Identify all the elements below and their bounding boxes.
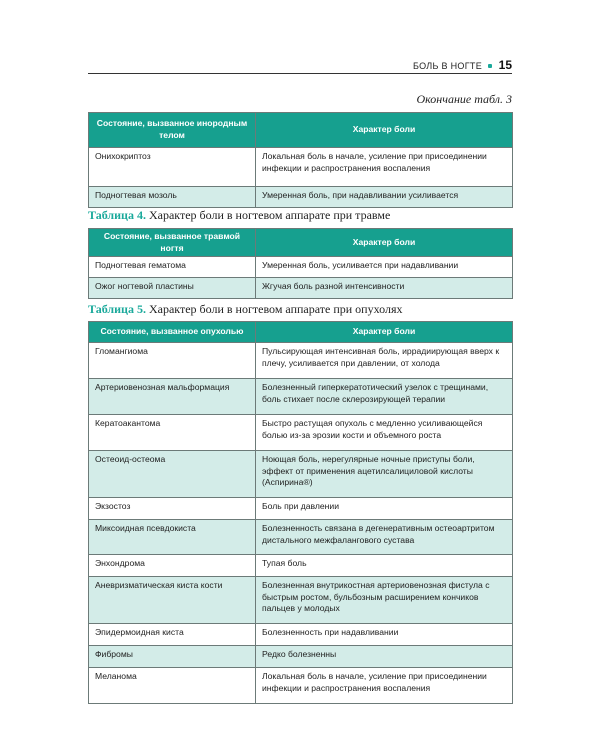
- table-cell-pain: Редко болезненны: [256, 646, 513, 668]
- table-cell-condition: Аневризматическая киста кости: [89, 577, 256, 624]
- table4-caption: [88, 208, 390, 223]
- table-cell-pain: Умеренная боль, при надавливании усиливается: [256, 187, 513, 208]
- accent-square-icon: [488, 64, 492, 68]
- table-cell-pain: Умеренная боль, усиливается при надавливании: [256, 257, 513, 278]
- table-row: [89, 187, 513, 208]
- table-row: [89, 451, 513, 498]
- table-cell-pain: Тупая боль: [256, 555, 513, 577]
- table-cell-condition: Экзостоз: [89, 498, 256, 520]
- table4: [88, 228, 513, 299]
- table5: [88, 321, 513, 704]
- running-head-title: БОЛЬ В НОГТЕ: [413, 61, 482, 71]
- table-cell-condition: Ожог ногтевой пластины: [89, 278, 256, 299]
- table-cell-condition: Остеоид-остеома: [89, 451, 256, 498]
- table-row: [89, 555, 513, 577]
- table-cell-condition: Подногтевая мозоль: [89, 187, 256, 208]
- table5-caption-label: Таблица 5.: [88, 302, 146, 316]
- table-cell-pain: Болезненность при надавливании: [256, 624, 513, 646]
- table5-caption-text: Характер боли в ногтевом аппарате при опухолях: [145, 302, 403, 316]
- table5-header-condition: Состояние, вызванное опухолью: [89, 322, 256, 343]
- table-row: [89, 379, 513, 415]
- table5-header-pain: Характер боли: [256, 322, 513, 343]
- table-row: [89, 646, 513, 668]
- table4-header-condition: Состояние, вызванное травмой ногтя: [89, 229, 256, 257]
- table-cell-pain: Быстро растущая опухоль с медленно усиливающейся болью из-за эрозии кости и объемного роста: [256, 415, 513, 451]
- page-number: 15: [498, 58, 512, 72]
- table-cell-pain: Болезненность связана в дегенеративным остеоартритом дистального межфалангового сустава: [256, 520, 513, 555]
- table-cell-condition: Миксоидная псевдокиста: [89, 520, 256, 555]
- table4-header-row: [89, 229, 513, 257]
- table-cell-pain: Локальная боль в начале, усиление при присоединении инфекции и распространения воспаления: [256, 668, 513, 704]
- table-cell-pain: Жгучая боль разной интенсивности: [256, 278, 513, 299]
- table-cell-condition: Меланома: [89, 668, 256, 704]
- table-row: [89, 278, 513, 299]
- table-cell-pain: Болезненная внутрикостная артериовенозная фистула с быстрым ростом, бульбозным расширением кончиков пальцев у молодых: [256, 577, 513, 624]
- table-cell-condition: Эпидермоидная киста: [89, 624, 256, 646]
- table-row: [89, 577, 513, 624]
- table5-caption: [88, 302, 403, 317]
- table4-caption-text: Характер боли в ногтевом аппарате при травме: [145, 208, 391, 222]
- table5-header-row: [89, 322, 513, 343]
- header-divider: [88, 73, 512, 74]
- table-cell-pain: Локальная боль в начале, усиление при присоединении инфекции и распространения воспаления: [256, 148, 513, 187]
- table-cell-condition: Гломангиома: [89, 343, 256, 379]
- table-cell-condition: Фибромы: [89, 646, 256, 668]
- table-cell-pain: Ноющая боль, нерегулярные ночные приступы боли, эффект от применения ацетилсалициловой кислоты (Аспирина®): [256, 451, 513, 498]
- table-cell-pain: Болезненный гиперкератотический узелок с трещинами, боль стихает после склерозирующей терапии: [256, 379, 513, 415]
- table-row: [89, 624, 513, 646]
- table3-header-condition: Состояние, вызванное инородным телом: [89, 113, 256, 148]
- table-row: [89, 343, 513, 379]
- table-cell-condition: Энхондрома: [89, 555, 256, 577]
- table-row: [89, 148, 513, 187]
- table-cell-pain: Пульсирующая интенсивная боль, иррадиирующая вверх к плечу, усиливается при давлении, от холода: [256, 343, 513, 379]
- table3: [88, 112, 513, 208]
- table-row: [89, 257, 513, 278]
- table3-header-pain: Характер боли: [256, 113, 513, 148]
- table3-continuation-label: Окончание табл. 3: [416, 92, 512, 106]
- running-head: [88, 58, 512, 74]
- table4-header-pain: Характер боли: [256, 229, 513, 257]
- table-row: [89, 668, 513, 704]
- table-row: [89, 415, 513, 451]
- table-cell-pain: Боль при давлении: [256, 498, 513, 520]
- table4-caption-label: Таблица 4.: [88, 208, 146, 222]
- table3-header-row: [89, 113, 513, 148]
- table-cell-condition: Онихокриптоз: [89, 148, 256, 187]
- table-row: [89, 520, 513, 555]
- table-row: [89, 498, 513, 520]
- table-cell-condition: Артериовенозная мальформация: [89, 379, 256, 415]
- table-cell-condition: Подногтевая гематома: [89, 257, 256, 278]
- table-cell-condition: Кератоакантома: [89, 415, 256, 451]
